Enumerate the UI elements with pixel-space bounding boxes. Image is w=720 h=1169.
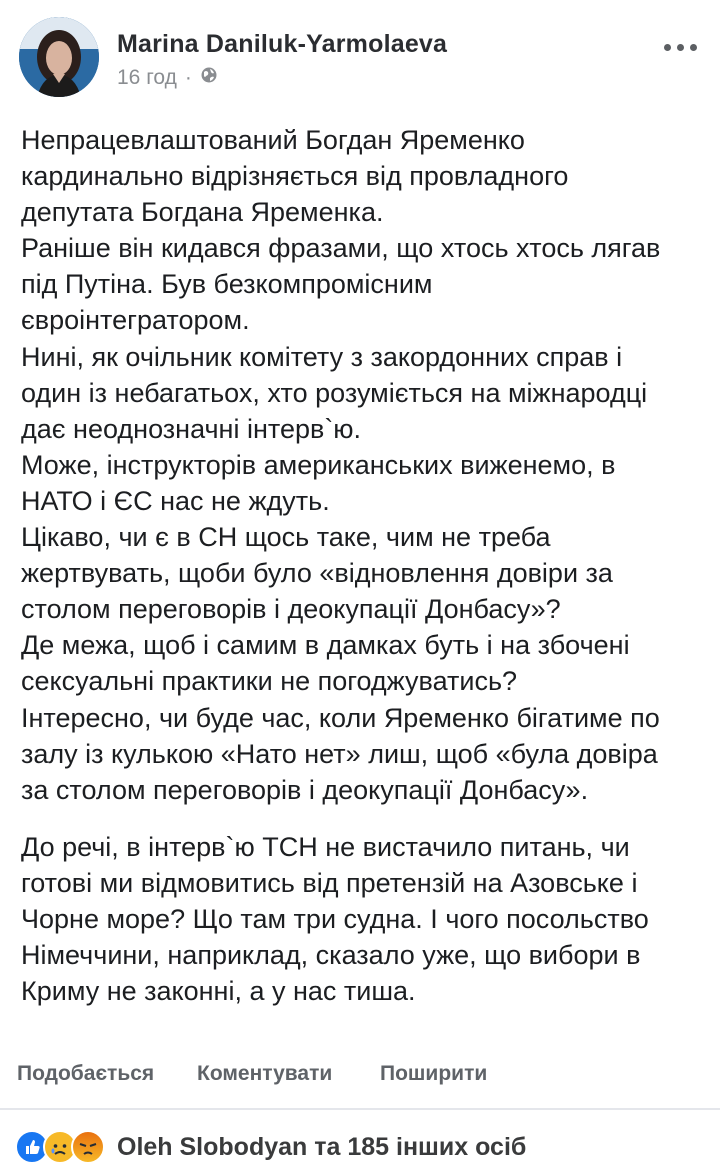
- post-line: за столом переговорів і деокупації Донбасу».: [21, 774, 589, 805]
- share-button[interactable]: Поширити: [380, 1062, 488, 1085]
- post-paragraph-2: [21, 829, 711, 1009]
- post-line: Німеччини, наприклад, сказало уже, що вибори в: [21, 940, 641, 971]
- post-line: один із небагатьох, хто розуміється на міжнародці: [21, 377, 648, 408]
- post-paragraph-1: [21, 122, 711, 808]
- post-meta: [117, 66, 218, 90]
- post-line: депутата Богдана Яременка.: [21, 197, 384, 228]
- post-line: Непрацевлаштований Богдан Яременко: [21, 125, 525, 155]
- like-button[interactable]: Подобається: [17, 1062, 155, 1085]
- post-line: столом переговорів і деокупації Донбасу»?: [21, 594, 561, 625]
- post-line: сексуальні практики не погоджуватись?: [21, 666, 518, 697]
- reactions-count[interactable]: Oleh Slobodyan та 185 інших осіб: [117, 1132, 527, 1161]
- post-line: дає неоднозначні інтерв`ю.: [21, 413, 362, 444]
- post-line: готові ми відмовитись від претензій на Азовське і: [21, 867, 638, 898]
- more-options-icon[interactable]: [664, 44, 697, 51]
- post-line: Чорне море? Що там три судна. І чого посольство: [21, 903, 649, 934]
- action-bar: [0, 1055, 720, 1095]
- post-line: Інтересно, чи буде час, коли Яременко бігатиме по: [21, 702, 660, 733]
- post-line: Цікаво, чи є в СН щось таке, чим не треба: [21, 522, 551, 553]
- author-name[interactable]: Marina Daniluk-Yarmolaeva: [117, 30, 448, 58]
- post-line: жертвувать, щоби було «відновлення довіри за: [21, 558, 613, 589]
- post-line: залу із кулькою «Нато нет» лиш, щоб «була довіра: [21, 738, 658, 769]
- post-line: Раніше він кидався фразами, що хтось хтось лягав: [21, 233, 661, 264]
- post-line: Може, інструкторів американських виженемо, в: [21, 449, 616, 480]
- post-line: кардинально відрізняється від провладного: [21, 161, 569, 192]
- post-line: під Путіна. Був безкомпромісним: [21, 269, 433, 300]
- divider: [0, 1108, 720, 1110]
- angry-icon: [71, 1130, 105, 1164]
- post-text: [21, 122, 711, 1009]
- avatar[interactable]: [19, 17, 99, 97]
- reactions-summary[interactable]: [15, 1127, 526, 1167]
- post-line: НАТО і ЄС нас не ждуть.: [21, 485, 330, 516]
- post-line: євроінтегратором.: [21, 305, 250, 336]
- post-line: До речі, в інтерв`ю ТСН не вистачило питань, чи: [21, 831, 630, 862]
- post-line: Де межа, щоб і самим в дамках буть і на збочені: [21, 630, 630, 661]
- post-line: Нині, як очільник комітету з закордонних справ і: [21, 341, 623, 372]
- meta-separator: ·: [184, 66, 192, 89]
- post-header: [0, 0, 720, 110]
- comment-button[interactable]: Коментувати: [197, 1062, 333, 1085]
- post-time[interactable]: 16 год: [117, 66, 177, 89]
- globe-icon: [200, 66, 218, 90]
- post-line: Криму не законні, а у нас тиша.: [21, 976, 416, 1007]
